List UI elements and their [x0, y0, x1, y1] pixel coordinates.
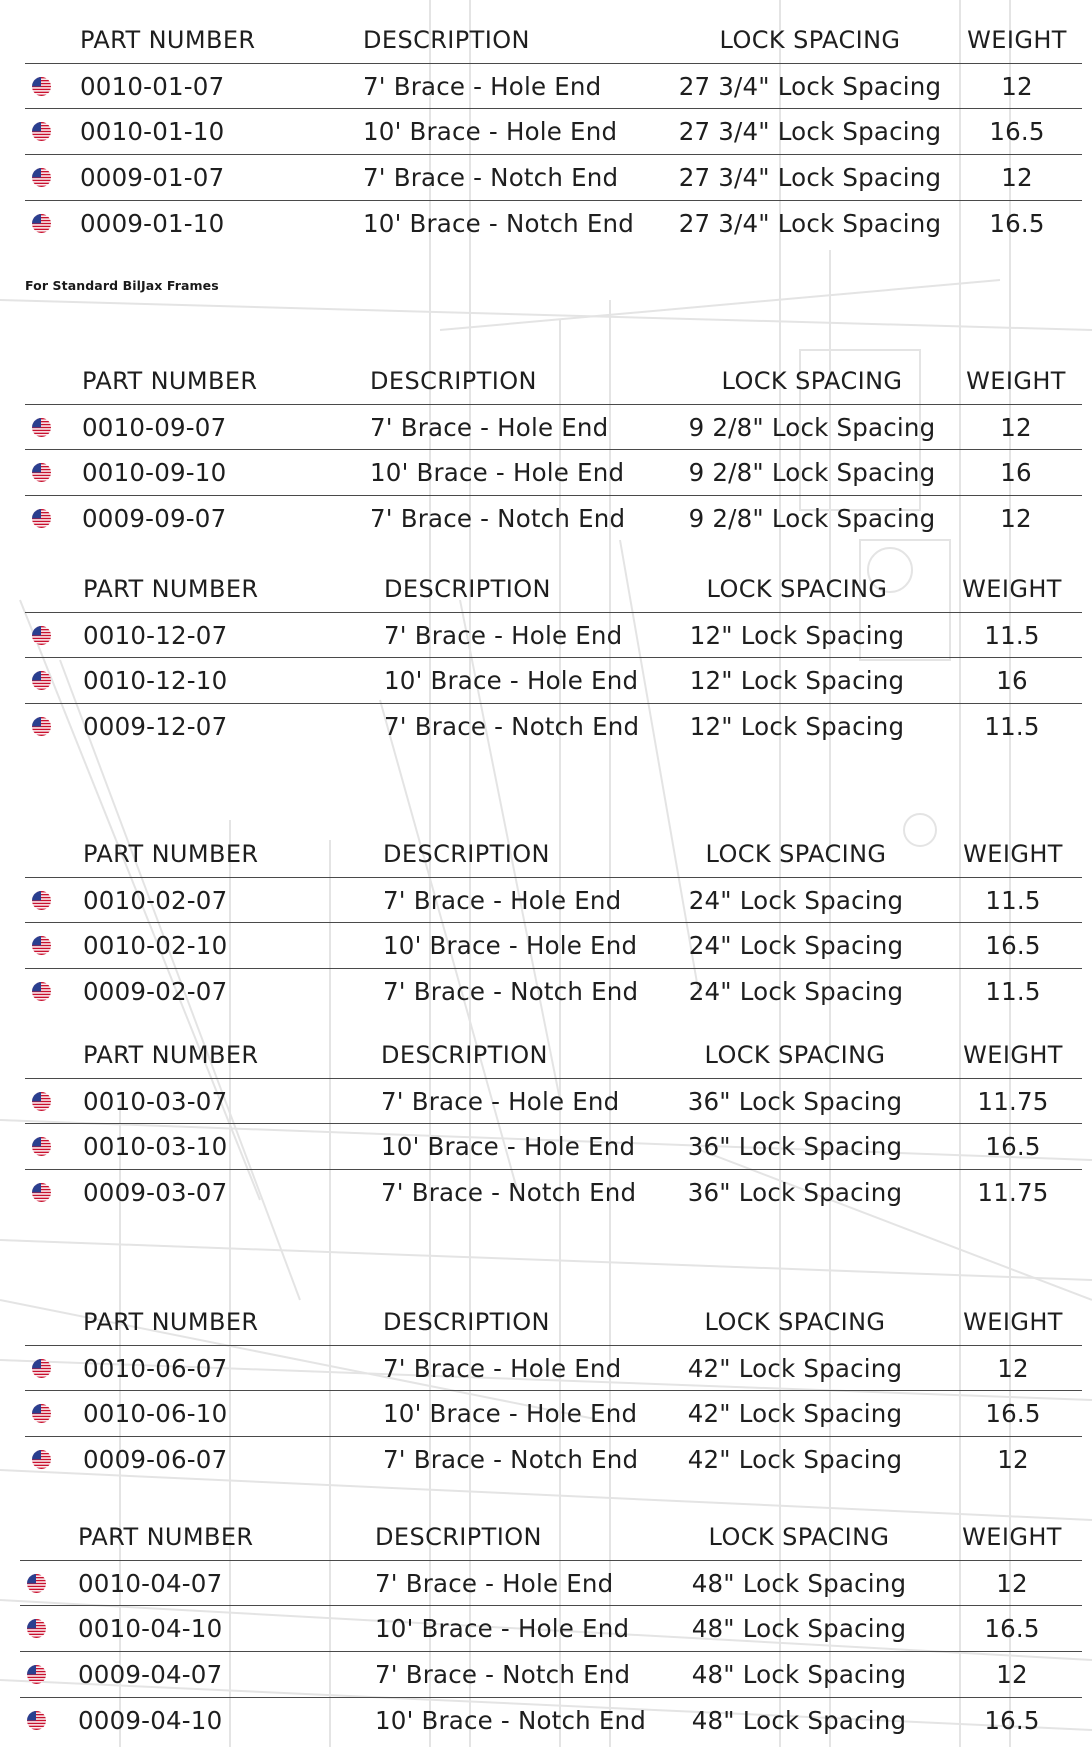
parts-table — [25, 1300, 1082, 1483]
us-flag-icon — [32, 1183, 51, 1202]
header-description: DESCRIPTION — [383, 1308, 550, 1337]
parts-table — [20, 1515, 1082, 1743]
us-flag-icon — [32, 77, 51, 96]
parts-table — [25, 18, 1082, 246]
lock-spacing: 48" Lock Spacing — [691, 1659, 907, 1689]
table-row — [25, 1346, 1082, 1392]
description: 7' Brace - Notch End — [363, 162, 619, 192]
header-description: DESCRIPTION — [381, 1041, 548, 1070]
lock-spacing: 12" Lock Spacing — [689, 712, 905, 742]
table-row — [25, 1124, 1082, 1170]
description: 7' Brace - Notch End — [383, 1445, 639, 1475]
table-header-row — [20, 1515, 1082, 1561]
header-weight: WEIGHT — [962, 575, 1062, 604]
table-row — [25, 155, 1082, 201]
description: 10' Brace - Hole End — [381, 1132, 636, 1162]
weight: 16.5 — [985, 931, 1041, 961]
part-number: 0009-09-07 — [82, 504, 227, 534]
weight: 16 — [996, 666, 1028, 696]
us-flag-icon — [32, 936, 51, 955]
part-number: 0010-06-07 — [83, 1353, 228, 1383]
weight: 16.5 — [984, 1706, 1040, 1736]
table-row — [25, 1437, 1082, 1483]
table-row — [25, 405, 1082, 451]
weight: 11.5 — [985, 977, 1041, 1007]
weight: 11.75 — [977, 1086, 1049, 1116]
lock-spacing: 27 3/4" Lock Spacing — [678, 117, 942, 147]
header-part-number: PART NUMBER — [83, 1308, 259, 1337]
lock-spacing: 9 2/8" Lock Spacing — [688, 504, 936, 534]
parts-table — [25, 1033, 1082, 1216]
weight: 11.75 — [977, 1178, 1049, 1208]
table-row — [25, 1170, 1082, 1216]
description: 7' Brace - Hole End — [384, 620, 623, 650]
header-description: DESCRIPTION — [383, 840, 550, 869]
us-flag-icon — [32, 214, 51, 233]
lock-spacing: 12" Lock Spacing — [689, 666, 905, 696]
table-row — [25, 201, 1082, 247]
parts-table — [25, 359, 1082, 542]
table-row — [25, 613, 1082, 659]
part-number: 0009-03-07 — [83, 1178, 228, 1208]
us-flag-icon — [32, 982, 51, 1001]
header-part-number: PART NUMBER — [82, 367, 258, 396]
part-number: 0010-01-10 — [80, 117, 225, 147]
parts-table — [25, 832, 1082, 1015]
us-flag-icon — [32, 1359, 51, 1378]
header-lock-spacing: LOCK SPACING — [721, 367, 903, 396]
weight: 16.5 — [989, 209, 1045, 239]
header-weight: WEIGHT — [963, 1308, 1063, 1337]
us-flag-icon — [32, 1137, 51, 1156]
header-lock-spacing: LOCK SPACING — [708, 1523, 890, 1552]
header-description: DESCRIPTION — [384, 575, 551, 604]
header-lock-spacing: LOCK SPACING — [706, 575, 888, 604]
table-row — [25, 704, 1082, 750]
part-number: 0010-02-10 — [83, 931, 228, 961]
description: 10' Brace - Notch End — [375, 1706, 647, 1736]
weight: 12 — [1000, 504, 1032, 534]
table-row — [25, 878, 1082, 924]
us-flag-icon — [27, 1574, 46, 1593]
description: 7' Brace - Hole End — [383, 885, 622, 915]
description: 7' Brace - Notch End — [370, 504, 626, 534]
description: 10' Brace - Hole End — [375, 1614, 630, 1644]
part-number: 0010-03-10 — [83, 1132, 228, 1162]
header-part-number: PART NUMBER — [83, 575, 259, 604]
part-number: 0009-04-07 — [78, 1659, 223, 1689]
us-flag-icon — [32, 1404, 51, 1423]
weight: 12 — [996, 1568, 1028, 1598]
table-row — [25, 1391, 1082, 1437]
weight: 16.5 — [985, 1399, 1041, 1429]
description: 7' Brace - Hole End — [363, 71, 602, 101]
weight: 12 — [997, 1353, 1029, 1383]
description: 10' Brace - Hole End — [370, 458, 625, 488]
header-part-number: PART NUMBER — [80, 26, 256, 55]
header-description: DESCRIPTION — [363, 26, 530, 55]
us-flag-icon — [32, 1450, 51, 1469]
description: 10' Brace - Hole End — [383, 1399, 638, 1429]
lock-spacing: 27 3/4" Lock Spacing — [678, 209, 942, 239]
table-row — [25, 969, 1082, 1015]
us-flag-icon — [27, 1665, 46, 1684]
description: 7' Brace - Hole End — [381, 1086, 620, 1116]
us-flag-icon — [32, 463, 51, 482]
header-weight: WEIGHT — [962, 1523, 1062, 1552]
table-row — [20, 1698, 1082, 1744]
part-number: 0009-01-10 — [80, 209, 225, 239]
table-header-row — [25, 359, 1082, 405]
part-number: 0010-12-10 — [83, 666, 228, 696]
header-description: DESCRIPTION — [370, 367, 537, 396]
table-header-row — [25, 567, 1082, 613]
part-number: 0009-02-07 — [83, 977, 228, 1007]
lock-spacing: 24" Lock Spacing — [688, 931, 904, 961]
part-number: 0010-04-10 — [78, 1614, 223, 1644]
table-header-row — [25, 1300, 1082, 1346]
weight: 11.5 — [985, 885, 1041, 915]
lock-spacing: 9 2/8" Lock Spacing — [688, 412, 936, 442]
table-row — [25, 109, 1082, 155]
us-flag-icon — [32, 717, 51, 736]
lock-spacing: 36" Lock Spacing — [687, 1086, 903, 1116]
lock-spacing: 42" Lock Spacing — [687, 1445, 903, 1475]
table-header-row — [25, 832, 1082, 878]
part-number: 0009-04-10 — [78, 1706, 223, 1736]
weight: 12 — [996, 1659, 1028, 1689]
description: 10' Brace - Notch End — [363, 209, 635, 239]
header-part-number: PART NUMBER — [83, 1041, 259, 1070]
us-flag-icon — [27, 1619, 46, 1638]
description: 7' Brace - Notch End — [381, 1178, 637, 1208]
table-row — [25, 1079, 1082, 1125]
lock-spacing: 48" Lock Spacing — [691, 1614, 907, 1644]
us-flag-icon — [32, 122, 51, 141]
part-number: 0010-06-10 — [83, 1399, 228, 1429]
weight: 11.5 — [984, 620, 1040, 650]
lock-spacing: 48" Lock Spacing — [691, 1568, 907, 1598]
description: 10' Brace - Hole End — [383, 931, 638, 961]
description: 7' Brace - Notch End — [383, 977, 639, 1007]
header-lock-spacing: LOCK SPACING — [705, 840, 887, 869]
weight: 12 — [1001, 71, 1033, 101]
weight: 11.5 — [984, 712, 1040, 742]
weight: 16.5 — [985, 1132, 1041, 1162]
header-weight: WEIGHT — [967, 26, 1067, 55]
table-header-row — [25, 18, 1082, 64]
header-part-number: PART NUMBER — [83, 840, 259, 869]
description: 7' Brace - Hole End — [383, 1353, 622, 1383]
header-weight: WEIGHT — [963, 1041, 1063, 1070]
lock-spacing: 42" Lock Spacing — [687, 1399, 903, 1429]
description: 7' Brace - Notch End — [375, 1659, 631, 1689]
header-part-number: PART NUMBER — [78, 1523, 254, 1552]
lock-spacing: 9 2/8" Lock Spacing — [688, 458, 936, 488]
weight: 12 — [1001, 162, 1033, 192]
lock-spacing: 48" Lock Spacing — [691, 1706, 907, 1736]
header-weight: WEIGHT — [963, 840, 1063, 869]
us-flag-icon — [32, 168, 51, 187]
us-flag-icon — [32, 671, 51, 690]
lock-spacing: 12" Lock Spacing — [689, 620, 905, 650]
description: 10' Brace - Hole End — [384, 666, 639, 696]
table-header-row — [25, 1033, 1082, 1079]
part-number: 0010-03-07 — [83, 1086, 228, 1116]
part-number: 0010-04-07 — [78, 1568, 223, 1598]
header-description: DESCRIPTION — [375, 1523, 542, 1552]
part-number: 0010-12-07 — [83, 620, 228, 650]
part-number: 0009-06-07 — [83, 1445, 228, 1475]
lock-spacing: 36" Lock Spacing — [687, 1132, 903, 1162]
us-flag-icon — [32, 626, 51, 645]
header-weight: WEIGHT — [966, 367, 1066, 396]
table-row — [25, 64, 1082, 110]
weight: 16.5 — [984, 1614, 1040, 1644]
us-flag-icon — [32, 891, 51, 910]
part-number: 0010-02-07 — [83, 885, 228, 915]
part-number: 0009-12-07 — [83, 712, 228, 742]
lock-spacing: 36" Lock Spacing — [687, 1178, 903, 1208]
part-number: 0009-01-07 — [80, 162, 225, 192]
header-lock-spacing: LOCK SPACING — [704, 1041, 886, 1070]
table-row — [25, 496, 1082, 542]
weight: 16 — [1000, 458, 1032, 488]
us-flag-icon — [32, 418, 51, 437]
description: 7' Brace - Notch End — [384, 712, 640, 742]
lock-spacing: 42" Lock Spacing — [687, 1353, 903, 1383]
header-lock-spacing: LOCK SPACING — [704, 1308, 886, 1337]
header-lock-spacing: LOCK SPACING — [719, 26, 901, 55]
parts-table — [25, 567, 1082, 750]
us-flag-icon — [27, 1711, 46, 1730]
lock-spacing: 27 3/4" Lock Spacing — [678, 71, 942, 101]
part-number: 0010-01-07 — [80, 71, 225, 101]
description: 10' Brace - Hole End — [363, 117, 618, 147]
part-number: 0010-09-07 — [82, 412, 227, 442]
part-number: 0010-09-10 — [82, 458, 227, 488]
lock-spacing: 24" Lock Spacing — [688, 977, 904, 1007]
table-row — [25, 923, 1082, 969]
weight: 12 — [997, 1445, 1029, 1475]
table-row — [25, 658, 1082, 704]
description: 7' Brace - Hole End — [370, 412, 609, 442]
weight: 16.5 — [989, 117, 1045, 147]
table-row — [25, 450, 1082, 496]
lock-spacing: 27 3/4" Lock Spacing — [678, 162, 942, 192]
us-flag-icon — [32, 1092, 51, 1111]
table-row — [20, 1606, 1082, 1652]
us-flag-icon — [32, 509, 51, 528]
lock-spacing: 24" Lock Spacing — [688, 885, 904, 915]
table-row — [20, 1652, 1082, 1698]
standard-frames-note: For Standard BilJax Frames — [25, 278, 219, 293]
weight: 12 — [1000, 412, 1032, 442]
description: 7' Brace - Hole End — [375, 1568, 614, 1598]
table-row — [20, 1561, 1082, 1607]
